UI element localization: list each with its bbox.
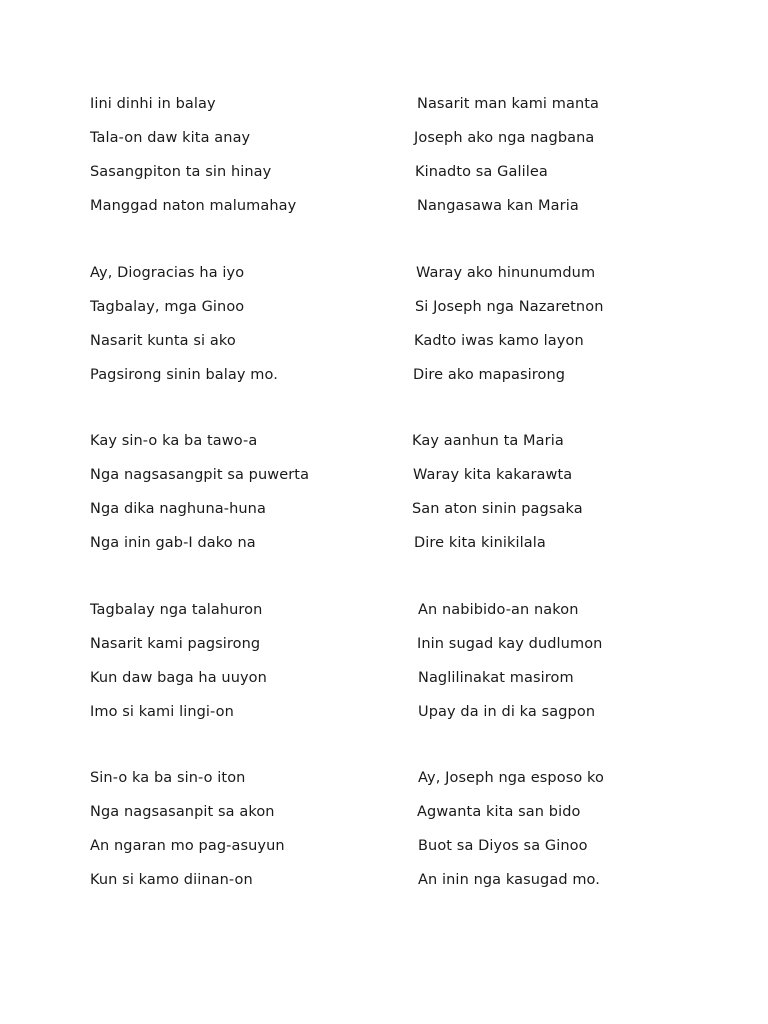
left-stanza-4-line-2: Nasarit kami pagsirong <box>90 636 261 652</box>
left-stanza-2-line-1: Ay, Diogracias ha iyo <box>90 265 245 281</box>
right-stanza-1-line-4: Nangasawa kan Maria <box>417 198 579 214</box>
left-stanza-4-line-1: Tagbalay nga talahuron <box>90 602 263 618</box>
right-stanza-2-line-3: Kadto iwas kamo layon <box>414 333 584 349</box>
left-stanza-3-line-1: Kay sin-o ka ba tawo-a <box>90 433 258 449</box>
left-stanza-3-line-4: Nga inin gab-I dako na <box>90 535 256 551</box>
left-stanza-2-line-4: Pagsirong sinin balay mo. <box>90 367 278 383</box>
left-stanza-4-line-3: Kun daw baga ha uuyon <box>90 670 267 686</box>
right-stanza-3-line-2: Waray kita kakarawta <box>413 467 573 483</box>
left-stanza-2-line-2: Tagbalay, mga Ginoo <box>90 299 245 315</box>
left-stanza-2-line-3: Nasarit kunta si ako <box>90 333 236 349</box>
left-stanza-5-line-3: An ngaran mo pag-asuyun <box>90 838 285 854</box>
right-stanza-4-line-3: Naglilinakat masirom <box>418 670 574 686</box>
right-stanza-1-line-2: Joseph ako nga nagbana <box>414 130 595 146</box>
left-stanza-1-line-1: Iini dinhi in balay <box>90 96 216 112</box>
right-stanza-3-line-1: Kay aanhun ta Maria <box>412 433 564 449</box>
left-stanza-1-line-3: Sasangpiton ta sin hinay <box>90 164 272 180</box>
right-stanza-3-line-3: San aton sinin pagsaka <box>412 501 583 517</box>
left-stanza-3-line-2: Nga nagsasangpit sa puwerta <box>90 467 310 483</box>
right-stanza-5-line-3: Buot sa Diyos sa Ginoo <box>418 838 588 854</box>
right-stanza-4-line-2: Inin sugad kay dudlumon <box>417 636 603 652</box>
right-stanza-1-line-3: Kinadto sa Galilea <box>415 164 548 180</box>
left-stanza-5-line-4: Kun si kamo diinan-on <box>90 872 253 888</box>
left-stanza-5-line-2: Nga nagsasanpit sa akon <box>90 804 275 820</box>
right-stanza-2-line-2: Si Joseph nga Nazaretnon <box>415 299 604 315</box>
left-stanza-5-line-1: Sin-o ka ba sin-o iton <box>90 770 246 786</box>
right-stanza-1-line-1: Nasarit man kami manta <box>417 96 600 112</box>
right-stanza-4-line-1: An nabibido-an nakon <box>418 602 579 618</box>
left-stanza-4-line-4: Imo si kami lingi-on <box>90 704 234 720</box>
right-stanza-4-line-4: Upay da in di ka sagpon <box>418 704 596 720</box>
right-stanza-2-line-1: Waray ako hinunumdum <box>416 265 596 281</box>
right-stanza-5-line-1: Ay, Joseph nga esposo ko <box>418 770 604 786</box>
right-stanza-5-line-4: An inin nga kasugad mo. <box>418 872 600 888</box>
left-stanza-1-line-2: Tala-on daw kita anay <box>90 130 251 146</box>
right-stanza-2-line-4: Dire ako mapasirong <box>413 367 566 383</box>
right-stanza-3-line-4: Dire kita kinikilala <box>414 535 546 551</box>
left-stanza-3-line-3: Nga dika naghuna-huna <box>90 501 266 517</box>
left-stanza-1-line-4: Manggad naton malumahay <box>90 198 297 214</box>
right-stanza-5-line-2: Agwanta kita san bido <box>417 804 581 820</box>
